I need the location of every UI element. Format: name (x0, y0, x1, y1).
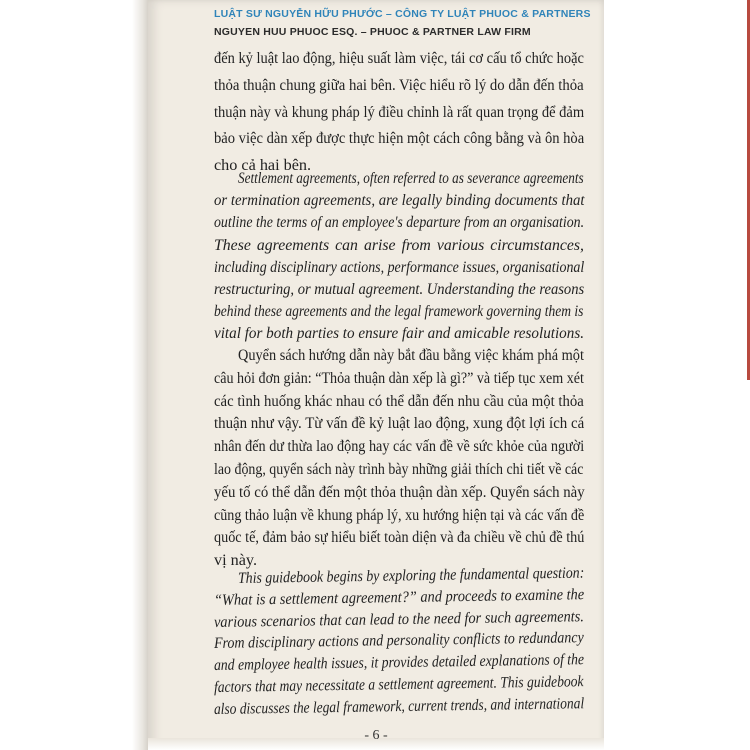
text-line: restructuring, or mutual agreement. Understanding the reasons (214, 281, 585, 298)
text-line: outline the terms of an employee's departure from an organisation. (214, 214, 585, 232)
text-line: or termination agreements, are legally binding documents that (214, 192, 585, 210)
text-line: This guidebook begins by exploring the fundamental question: (237, 564, 585, 587)
text-line: behind these agreements and the legal framework governing them is (214, 303, 584, 321)
text-line: lao động, quyển sách này trình bày những giải thích chi tiết về các (214, 460, 584, 478)
text-line: bảo việc dàn xếp được thực hiện một cách công bằng và ôn hòa (214, 129, 585, 148)
text-line: From disciplinary actions and personality conflicts to redundancy (213, 629, 584, 653)
text-line: including disciplinary actions, performance issues, organisational (214, 258, 585, 276)
text-line: factors that may necessitate a settlement agreement. This guidebook (213, 673, 584, 696)
text-line: also discusses the legal framework, current trends, and international (213, 694, 585, 718)
text-line: “What is a settlement agreement?” and proceeds to examine the (213, 585, 585, 609)
background-left (0, 0, 150, 750)
text-line: các tình huống khác nhau có thể dẫn đến nhu cầu của một thỏa (214, 391, 584, 410)
text-line: thuận này và khung pháp lý điều chỉnh là rất quan trọng để đảm (214, 102, 585, 121)
text-line: vital for both parties to ensure fair and amicable resolutions. (214, 325, 585, 343)
text-line: yếu tố có thể dẫn đến một thỏa thuận dàn xếp. Quyển sách này (214, 482, 585, 501)
page-number: - 6 - (364, 728, 388, 743)
running-header-vi: LUẬT SƯ NGUYỄN HỮU PHƯỚC – CÔNG TY LUẬT PHUOC & PARTNERS (214, 8, 591, 20)
text-line: vị này. (214, 551, 258, 570)
text-line: and employee health issues, it provides detailed explanations of the (213, 651, 585, 675)
running-header-en: NGUYEN HUU PHUOC ESQ. – PHUOC & PARTNER LAW FIRM (214, 26, 531, 38)
text-line: cũng thảo luận về khung pháp lý, xu hướng hiện tại và các vấn đề (214, 505, 585, 524)
text-line: Quyển sách hướng dẫn này bắt đầu bằng việc khám phá một (238, 346, 584, 364)
text-line: thuận như vậy. Từ vấn đề kỷ luật lao động, xung đột lợi ích cá (214, 414, 585, 433)
text-line: These agreements can arise from various circumstances, (214, 236, 584, 254)
text-line: quốc tế, đảm bảo sự hiểu biết toàn diện và đa chiều về chủ đề thú (214, 528, 585, 547)
text-line: câu hỏi đơn giản: “Thỏa thuận dàn xếp là gì?” và tiếp tục xem xét (214, 368, 584, 387)
text-line: thỏa thuận chung giữa hai bên. Việc hiểu rõ lý do dẫn đến thỏa (214, 75, 584, 94)
text-line: đến kỷ luật lao động, hiệu suất làm việc, tái cơ cấu tổ chức hoặc (214, 49, 584, 67)
text-line: various scenarios that can lead to the need for such agreements. (213, 607, 585, 631)
text-line: nhân đến dư thừa lao động hay các vấn đề về sức khỏe của người (214, 437, 585, 456)
text-line: cho cả hai bên. (214, 156, 312, 175)
text-line: Settlement agreements, often referred to as severance agreements (238, 170, 584, 187)
